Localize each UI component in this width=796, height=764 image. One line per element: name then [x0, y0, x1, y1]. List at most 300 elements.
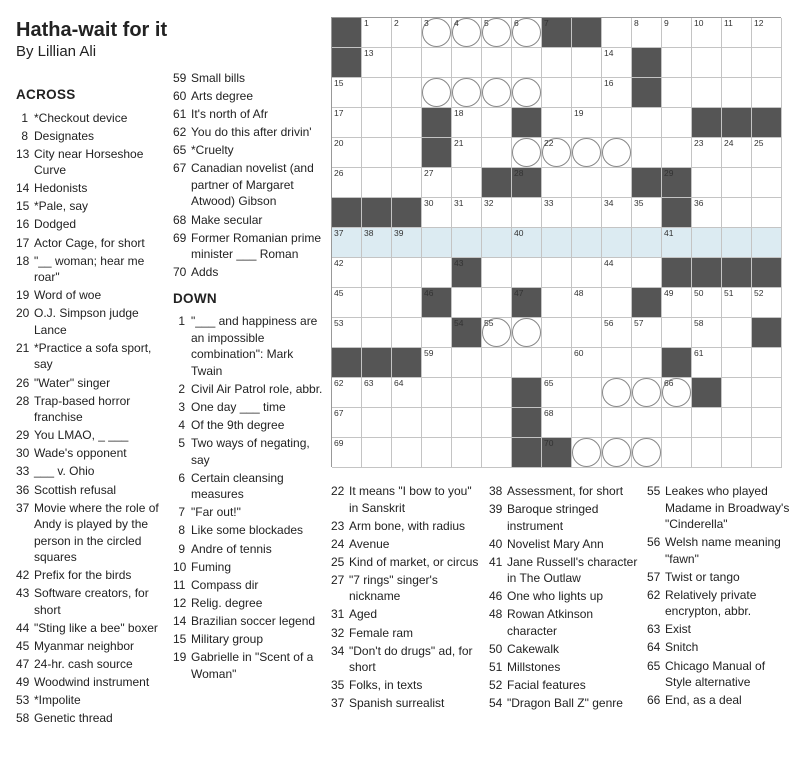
clue-item[interactable]	[16, 585, 161, 618]
grid-cell[interactable]	[572, 78, 602, 108]
grid-cell[interactable]	[362, 288, 392, 318]
clue-item[interactable]	[173, 106, 325, 123]
clue-item[interactable]	[16, 567, 161, 584]
clue-item[interactable]	[173, 88, 325, 105]
grid-cell[interactable]	[392, 258, 422, 288]
grid-cell[interactable]	[482, 258, 512, 288]
clue-text: O.J. Simpson judge Lance	[34, 306, 139, 337]
grid-cell[interactable]	[452, 288, 482, 318]
clue-item[interactable]	[489, 588, 639, 605]
clue-item[interactable]	[647, 658, 790, 691]
grid-cell[interactable]	[332, 138, 362, 168]
grid-cell[interactable]	[542, 78, 572, 108]
grid-cell[interactable]	[482, 318, 512, 348]
grid-cell[interactable]	[572, 438, 602, 468]
grid-cell[interactable]	[512, 138, 542, 168]
clue-number: 24	[331, 536, 345, 551]
grid-cell[interactable]	[602, 318, 632, 348]
grid-cell[interactable]	[482, 48, 512, 78]
cell-number: 20	[334, 138, 344, 148]
grid-cell[interactable]	[362, 18, 392, 48]
grid-block	[692, 258, 722, 288]
grid-cell[interactable]	[572, 198, 602, 228]
grid-cell[interactable]	[392, 48, 422, 78]
clue-item[interactable]	[647, 483, 790, 533]
clue-item[interactable]	[16, 235, 161, 252]
grid-cell[interactable]	[392, 18, 422, 48]
circle-mark	[572, 138, 601, 167]
clue-number: 27	[331, 572, 345, 587]
grid-cell[interactable]	[422, 258, 452, 288]
grid-cell[interactable]	[662, 438, 692, 468]
clue-number: 68	[173, 212, 187, 227]
clue-text: Compass dir	[191, 577, 259, 592]
clue-item[interactable]	[16, 656, 161, 673]
grid-cell[interactable]	[662, 78, 692, 108]
grid-cell[interactable]	[752, 378, 782, 408]
grid-cell[interactable]	[692, 348, 722, 378]
grid-cell[interactable]	[392, 378, 422, 408]
grid-cell[interactable]	[362, 78, 392, 108]
grid-cell[interactable]	[722, 48, 752, 78]
grid-cell[interactable]	[422, 438, 452, 468]
grid-cell[interactable]	[392, 108, 422, 138]
clue-text: Designates	[34, 128, 95, 143]
grid-cell[interactable]	[452, 438, 482, 468]
clue-item[interactable]	[16, 180, 161, 197]
grid-cell[interactable]	[482, 108, 512, 138]
grid-cell[interactable]	[572, 258, 602, 288]
clue-item[interactable]	[173, 264, 325, 281]
clue-item[interactable]	[173, 613, 325, 630]
grid-cell[interactable]	[482, 138, 512, 168]
grid-cell[interactable]	[722, 18, 752, 48]
grid-cell[interactable]	[722, 228, 752, 258]
grid-cell[interactable]	[692, 168, 722, 198]
clue-item[interactable]	[16, 620, 161, 637]
cell-number: 37	[334, 228, 344, 238]
clue-text: Prefix for the birds	[34, 568, 132, 583]
grid-cell[interactable]	[512, 348, 542, 378]
grid-cell[interactable]	[482, 408, 512, 438]
cell-number: 48	[574, 288, 584, 298]
grid-cell[interactable]	[572, 288, 602, 318]
grid-cell[interactable]	[602, 348, 632, 378]
grid-cell[interactable]	[542, 48, 572, 78]
grid-cell[interactable]	[422, 48, 452, 78]
clue-item[interactable]	[16, 674, 161, 691]
grid-cell[interactable]	[632, 258, 662, 288]
clue-item[interactable]	[16, 445, 161, 462]
grid-cell[interactable]	[632, 108, 662, 138]
grid-cell[interactable]	[692, 408, 722, 438]
clue-item[interactable]	[16, 638, 161, 655]
clue-item[interactable]	[173, 230, 325, 263]
grid-cell[interactable]	[752, 168, 782, 198]
clue-item[interactable]	[331, 643, 481, 676]
grid-cell[interactable]	[662, 378, 692, 408]
grid-cell[interactable]	[722, 168, 752, 198]
grid-cell[interactable]	[752, 228, 782, 258]
clue-item[interactable]	[16, 393, 161, 426]
cell-number: 44	[604, 258, 614, 268]
clue-item[interactable]	[647, 534, 790, 567]
grid-cell[interactable]	[692, 138, 722, 168]
grid-cell[interactable]	[512, 78, 542, 108]
clue-number: 20	[16, 306, 30, 321]
clue-item[interactable]	[489, 554, 639, 587]
clue-item[interactable]	[173, 631, 325, 648]
grid-cell[interactable]	[602, 288, 632, 318]
grid-cell[interactable]	[452, 18, 482, 48]
clue-item[interactable]	[16, 375, 161, 392]
grid-cell[interactable]	[362, 408, 392, 438]
grid-cell[interactable]	[602, 18, 632, 48]
grid-cell[interactable]	[572, 168, 602, 198]
grid-cell[interactable]	[752, 348, 782, 378]
grid-cell[interactable]	[362, 48, 392, 78]
grid-cell[interactable]	[722, 198, 752, 228]
grid-cell[interactable]	[662, 48, 692, 78]
cell-number: 14	[604, 48, 614, 58]
clue-item[interactable]	[16, 482, 161, 499]
clue-item[interactable]	[16, 305, 161, 338]
grid-cell[interactable]	[332, 258, 362, 288]
grid-cell[interactable]	[602, 258, 632, 288]
grid-cell[interactable]	[602, 108, 632, 138]
grid-cell[interactable]	[662, 288, 692, 318]
grid-cell[interactable]	[392, 78, 422, 108]
clue-item[interactable]	[489, 501, 639, 534]
grid-cell[interactable]	[452, 198, 482, 228]
clue-number: 41	[489, 554, 503, 569]
grid-cell[interactable]	[602, 378, 632, 408]
grid-cell[interactable]	[452, 168, 482, 198]
grid-cell[interactable]	[332, 318, 362, 348]
grid-cell[interactable]	[752, 138, 782, 168]
grid-cell[interactable]	[542, 138, 572, 168]
clue-item[interactable]	[647, 569, 790, 586]
clue-item[interactable]	[16, 198, 161, 215]
grid-cell[interactable]	[662, 18, 692, 48]
grid-cell[interactable]	[632, 438, 662, 468]
grid-cell[interactable]	[332, 228, 362, 258]
clue-item[interactable]	[331, 483, 481, 516]
grid-cell[interactable]	[752, 198, 782, 228]
grid-cell[interactable]	[512, 258, 542, 288]
grid-cell[interactable]	[482, 378, 512, 408]
clue-number: 15	[16, 199, 30, 214]
grid-cell[interactable]	[602, 228, 632, 258]
grid-cell[interactable]	[662, 318, 692, 348]
grid-cell[interactable]	[752, 78, 782, 108]
grid-cell[interactable]	[602, 48, 632, 78]
grid-cell[interactable]	[632, 198, 662, 228]
grid-cell[interactable]	[632, 138, 662, 168]
grid-cell[interactable]	[482, 18, 512, 48]
grid-cell[interactable]	[752, 48, 782, 78]
grid-cell[interactable]	[422, 168, 452, 198]
grid-cell[interactable]	[392, 138, 422, 168]
clue-number: 16	[16, 217, 30, 232]
clue-item[interactable]	[173, 541, 325, 558]
grid-cell[interactable]	[512, 18, 542, 48]
grid-cell[interactable]	[422, 318, 452, 348]
grid-cell[interactable]	[542, 198, 572, 228]
grid-cell[interactable]	[332, 438, 362, 468]
grid-cell[interactable]	[542, 408, 572, 438]
grid-cell[interactable]	[392, 228, 422, 258]
clue-item[interactable]	[489, 677, 639, 694]
clue-item[interactable]	[173, 470, 325, 503]
clue-item[interactable]	[173, 313, 325, 379]
grid-cell[interactable]	[542, 318, 572, 348]
clue-number: 52	[489, 678, 503, 693]
grid-cell[interactable]	[362, 318, 392, 348]
grid-cell[interactable]	[632, 348, 662, 378]
clue-item[interactable]	[489, 695, 639, 712]
grid-cell[interactable]	[482, 78, 512, 108]
clue-number: 1	[21, 110, 28, 125]
cell-number: 46	[424, 288, 434, 298]
grid-cell[interactable]	[722, 78, 752, 108]
grid-cell[interactable]	[602, 438, 632, 468]
grid-cell[interactable]	[512, 48, 542, 78]
clue-number: 40	[489, 536, 503, 551]
clue-item[interactable]	[16, 463, 161, 480]
clue-item[interactable]	[331, 677, 481, 694]
clue-item[interactable]	[173, 417, 325, 434]
grid-block	[512, 438, 542, 468]
grid-cell[interactable]	[452, 348, 482, 378]
grid-cell[interactable]	[542, 288, 572, 318]
grid-cell[interactable]	[752, 288, 782, 318]
grid-cell[interactable]	[482, 198, 512, 228]
grid-cell[interactable]	[662, 108, 692, 138]
cell-number: 26	[334, 168, 344, 178]
clue-item[interactable]	[16, 216, 161, 233]
clue-item[interactable]	[331, 625, 481, 642]
grid-cell[interactable]	[452, 378, 482, 408]
clue-item[interactable]	[173, 381, 325, 398]
grid-cell[interactable]	[752, 438, 782, 468]
grid-cell[interactable]	[572, 138, 602, 168]
clue-item[interactable]	[16, 340, 161, 373]
clue-item[interactable]	[331, 518, 481, 535]
clue-item[interactable]	[331, 695, 481, 712]
clue-item[interactable]	[173, 595, 325, 612]
grid-cell[interactable]	[602, 408, 632, 438]
grid-cell[interactable]	[722, 378, 752, 408]
grid-cell[interactable]	[632, 378, 662, 408]
grid-cell[interactable]	[572, 408, 602, 438]
grid-cell[interactable]	[572, 48, 602, 78]
grid-cell[interactable]	[722, 318, 752, 348]
grid-cell[interactable]	[332, 408, 362, 438]
grid-block	[362, 348, 392, 378]
grid-cell[interactable]	[692, 18, 722, 48]
grid-cell[interactable]	[722, 408, 752, 438]
clue-number: 7	[178, 505, 185, 520]
grid-cell[interactable]	[392, 318, 422, 348]
grid-cell[interactable]	[512, 318, 542, 348]
grid-cell[interactable]	[542, 258, 572, 288]
grid-cell[interactable]	[392, 288, 422, 318]
grid-cell[interactable]	[452, 48, 482, 78]
grid-cell[interactable]	[542, 228, 572, 258]
clue-item[interactable]	[173, 577, 325, 594]
clue-item[interactable]	[647, 621, 790, 638]
clue-item[interactable]	[489, 659, 639, 676]
grid-cell[interactable]	[632, 18, 662, 48]
grid-cell[interactable]	[482, 288, 512, 318]
grid-cell[interactable]	[362, 228, 392, 258]
grid-cell[interactable]	[362, 378, 392, 408]
grid-cell[interactable]	[632, 228, 662, 258]
grid-cell[interactable]	[392, 168, 422, 198]
clue-item[interactable]	[16, 692, 161, 709]
grid-cell[interactable]	[602, 198, 632, 228]
grid-cell[interactable]	[722, 348, 752, 378]
grid-cell[interactable]	[332, 168, 362, 198]
clue-item[interactable]	[331, 536, 481, 553]
cell-number: 35	[634, 198, 644, 208]
clue-item[interactable]	[173, 124, 325, 141]
clue-item[interactable]	[489, 606, 639, 639]
cell-number: 7	[544, 18, 549, 28]
clue-item[interactable]	[173, 212, 325, 229]
grid-cell[interactable]	[572, 318, 602, 348]
clue-item[interactable]	[331, 572, 481, 605]
grid-cell[interactable]	[542, 108, 572, 138]
grid-cell[interactable]	[422, 408, 452, 438]
clue-number: 42	[16, 568, 30, 583]
grid-cell[interactable]	[692, 228, 722, 258]
grid-cell[interactable]	[692, 318, 722, 348]
grid-cell[interactable]	[692, 438, 722, 468]
clue-item[interactable]	[331, 606, 481, 623]
clue-item[interactable]	[489, 536, 639, 553]
grid-cell[interactable]	[362, 138, 392, 168]
grid-cell[interactable]	[392, 438, 422, 468]
grid-cell[interactable]	[632, 408, 662, 438]
clue-item[interactable]	[16, 110, 161, 127]
grid-cell[interactable]	[752, 408, 782, 438]
grid-cell[interactable]	[662, 228, 692, 258]
grid-cell[interactable]	[602, 138, 632, 168]
grid-cell[interactable]	[422, 18, 452, 48]
clue-item[interactable]	[647, 587, 790, 620]
grid-cell[interactable]	[512, 228, 542, 258]
clue-item[interactable]	[16, 710, 161, 727]
clue-item[interactable]	[16, 146, 161, 179]
grid-cell[interactable]	[662, 138, 692, 168]
grid-cell[interactable]	[572, 228, 602, 258]
clue-item[interactable]	[16, 287, 161, 304]
grid-cell[interactable]	[542, 168, 572, 198]
clue-item[interactable]	[16, 427, 161, 444]
clue-item[interactable]	[16, 128, 161, 145]
grid-cell[interactable]	[752, 18, 782, 48]
clue-item[interactable]	[489, 641, 639, 658]
grid-cell[interactable]	[662, 408, 692, 438]
clue-text: Arm bone, with radius	[349, 518, 466, 533]
clue-item[interactable]	[173, 399, 325, 416]
grid-cell[interactable]	[422, 78, 452, 108]
clue-item[interactable]	[16, 253, 161, 286]
grid-block	[752, 258, 782, 288]
grid-cell[interactable]	[632, 318, 662, 348]
grid-cell[interactable]	[332, 378, 362, 408]
grid-cell[interactable]	[332, 108, 362, 138]
grid-cell[interactable]	[362, 168, 392, 198]
grid-cell[interactable]	[572, 348, 602, 378]
grid-cell[interactable]	[572, 378, 602, 408]
grid-cell[interactable]	[692, 198, 722, 228]
grid-cell[interactable]	[512, 198, 542, 228]
grid-cell[interactable]	[482, 348, 512, 378]
grid-cell[interactable]	[362, 108, 392, 138]
grid-cell[interactable]	[452, 138, 482, 168]
grid-cell[interactable]	[572, 108, 602, 138]
clue-item[interactable]	[489, 483, 639, 500]
grid-cell[interactable]	[332, 78, 362, 108]
grid-cell[interactable]	[452, 408, 482, 438]
clue-item[interactable]	[173, 504, 325, 521]
cell-number: 57	[634, 318, 644, 328]
grid-block	[542, 438, 572, 468]
grid-cell[interactable]	[542, 378, 572, 408]
grid-cell[interactable]	[422, 348, 452, 378]
clue-item[interactable]	[173, 522, 325, 539]
grid-cell[interactable]	[602, 78, 632, 108]
clue-item[interactable]	[331, 554, 481, 571]
clue-item[interactable]	[647, 692, 790, 709]
grid-cell[interactable]	[722, 288, 752, 318]
grid-cell[interactable]	[722, 138, 752, 168]
clue-item[interactable]	[173, 142, 325, 159]
clue-item[interactable]	[173, 160, 325, 210]
grid-cell[interactable]	[422, 378, 452, 408]
grid-cell[interactable]	[692, 48, 722, 78]
grid-cell[interactable]	[692, 78, 722, 108]
grid-cell[interactable]	[422, 228, 452, 258]
grid-cell[interactable]	[452, 108, 482, 138]
clue-item[interactable]	[16, 500, 161, 566]
clue-item[interactable]	[647, 639, 790, 656]
cell-number: 12	[754, 18, 764, 28]
grid-cell[interactable]	[332, 288, 362, 318]
clue-item[interactable]	[173, 70, 325, 87]
grid-cell[interactable]	[392, 408, 422, 438]
grid-cell[interactable]	[362, 258, 392, 288]
grid-cell[interactable]	[602, 168, 632, 198]
grid-cell[interactable]	[452, 78, 482, 108]
grid-cell[interactable]	[362, 438, 392, 468]
grid-cell[interactable]	[542, 348, 572, 378]
grid-cell[interactable]	[422, 198, 452, 228]
grid-cell[interactable]	[482, 228, 512, 258]
grid-cell[interactable]	[452, 228, 482, 258]
grid-cell[interactable]	[722, 438, 752, 468]
clue-text: ___ v. Ohio	[34, 464, 95, 479]
clue-item[interactable]	[173, 649, 325, 682]
grid-cell[interactable]	[692, 288, 722, 318]
clue-item[interactable]	[173, 435, 325, 468]
grid-cell[interactable]	[482, 438, 512, 468]
clue-text: Brazilian soccer legend	[191, 613, 316, 628]
clue-item[interactable]	[173, 559, 325, 576]
